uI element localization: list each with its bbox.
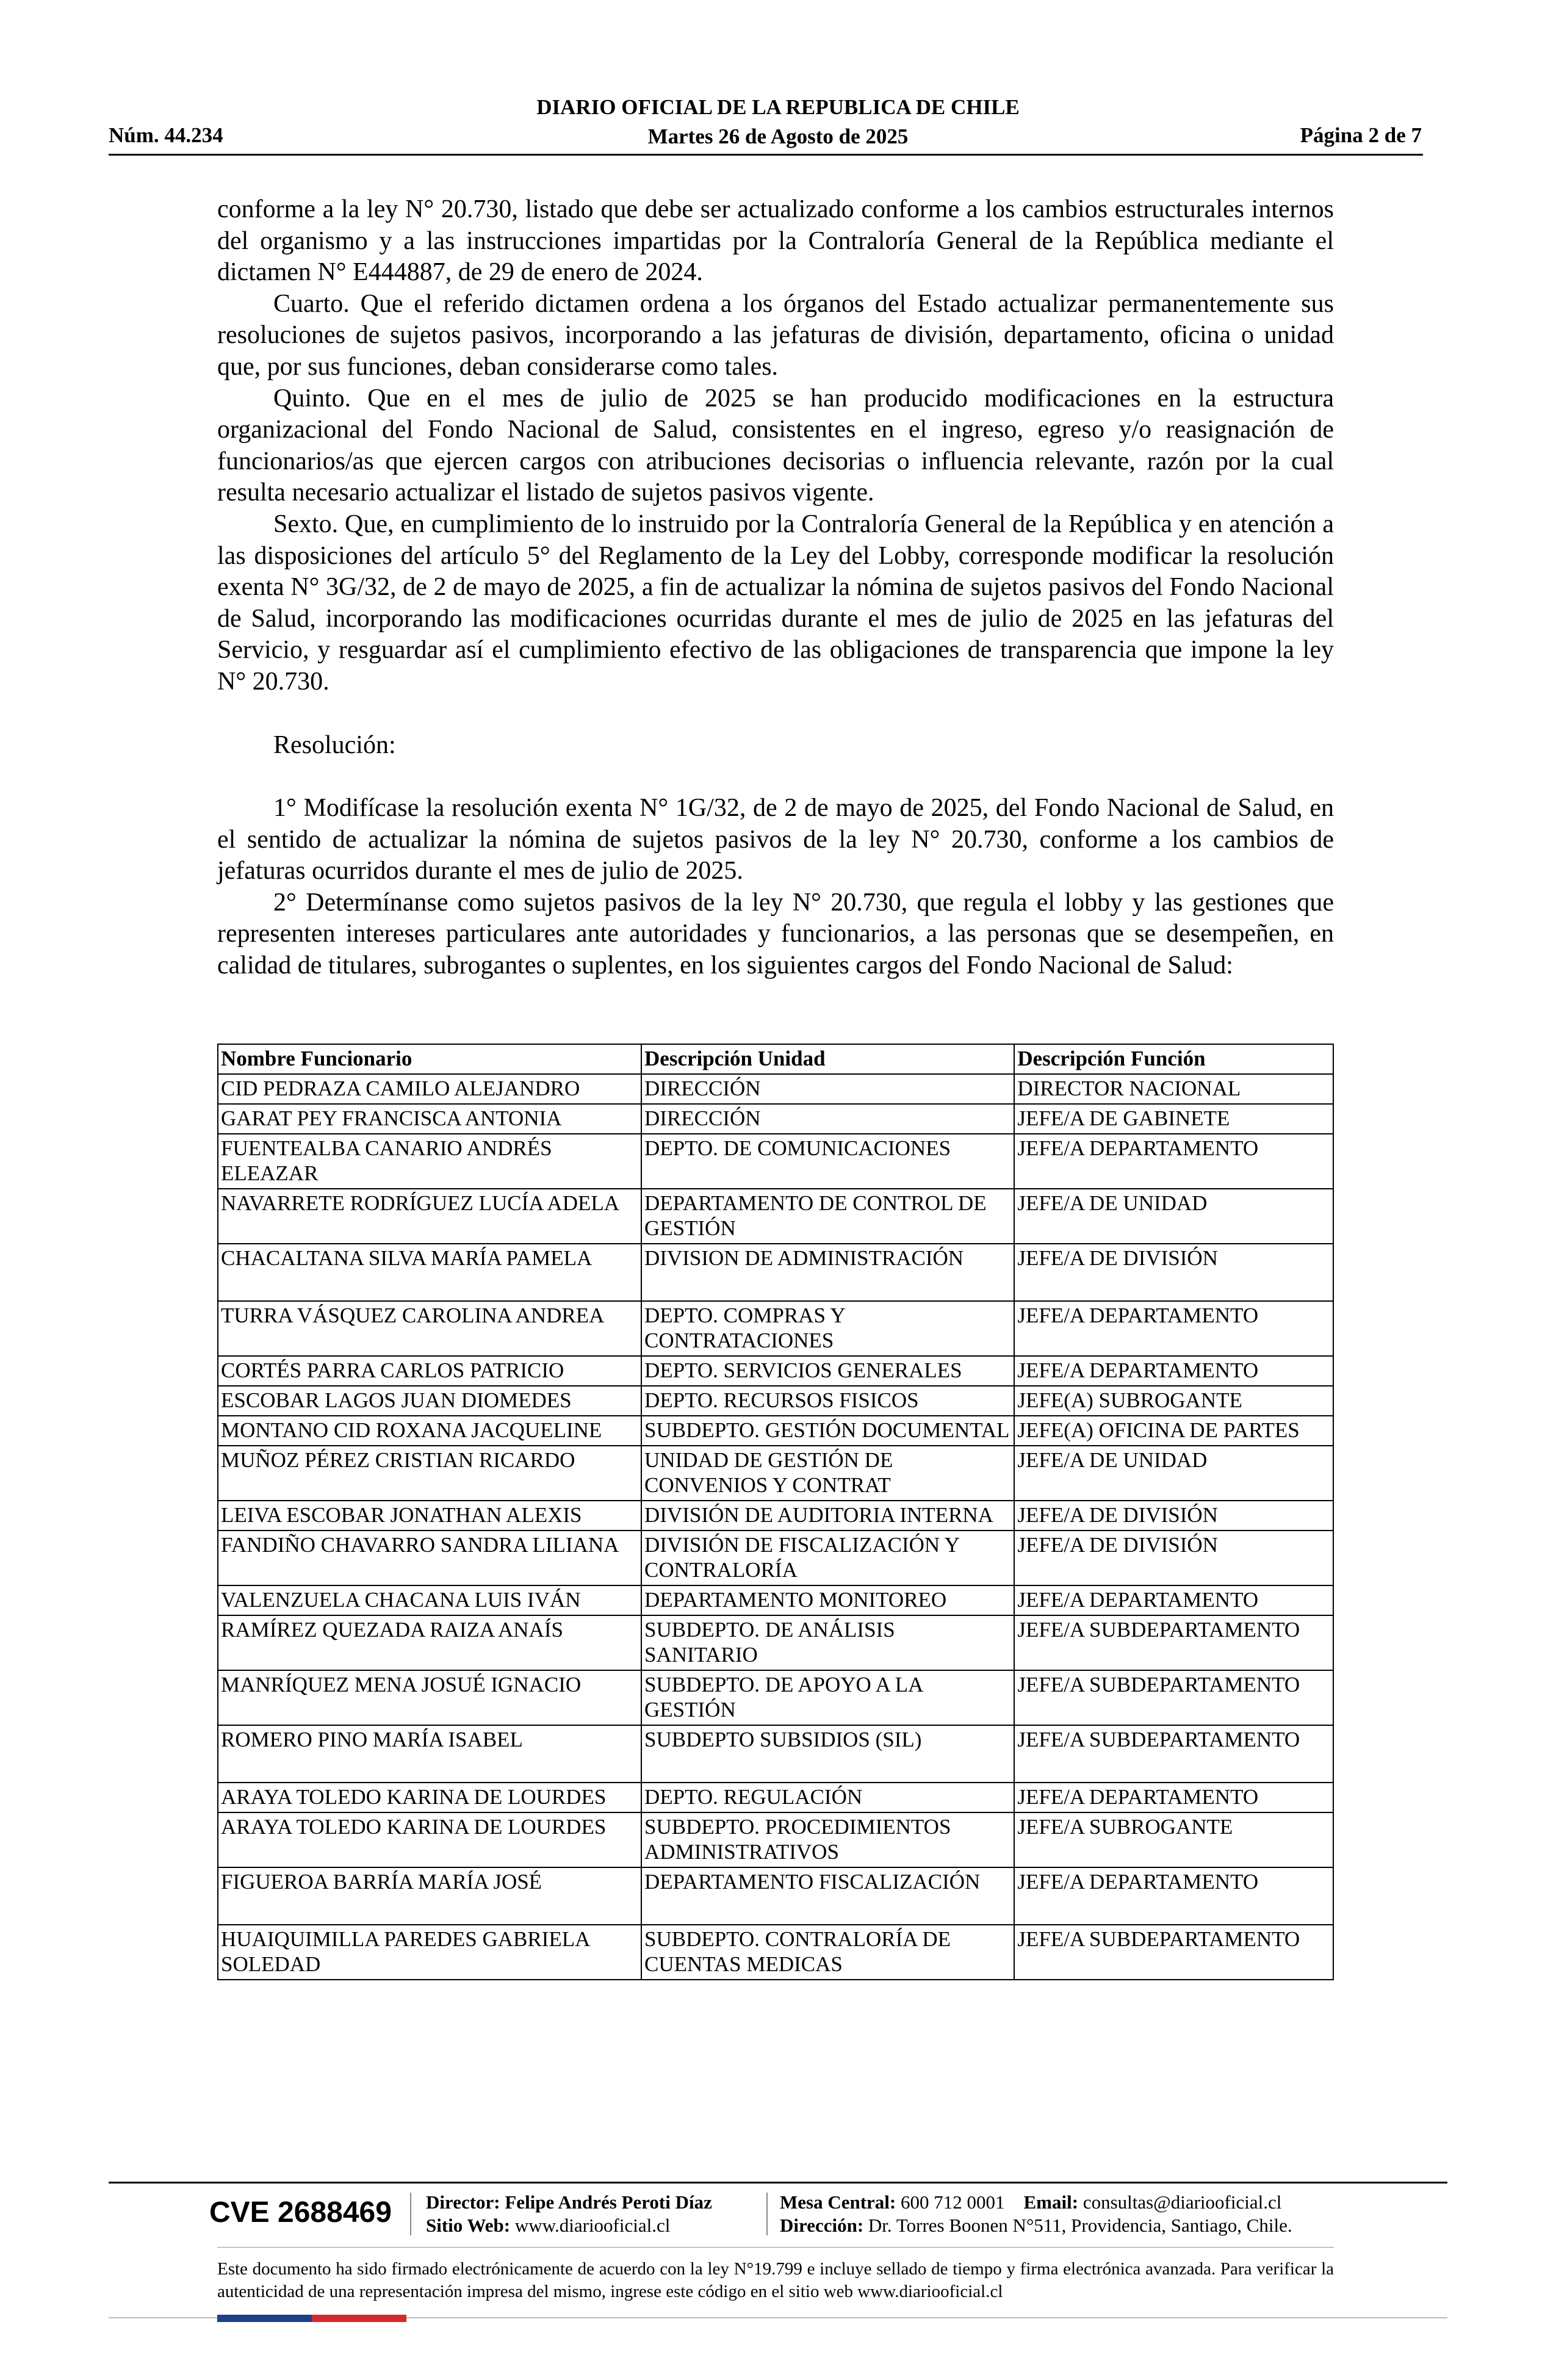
- director-label: Director:: [426, 2191, 500, 2213]
- resolution-item-2: 2° Determínanse como sujetos pasivos de la ley N° 20.730, que regula el lobby y las gestiones que representen intereses particulares ante autoridades y funcionarios, a las personas que se desempeñen, en calidad de titulares, subrogantes o suplentes, en los siguientes cargos del Fondo Nacional de Salud:: [217, 888, 1334, 980]
- cell-unit: SUBDEPTO. DE APOYO A LA GESTIÓN: [641, 1670, 1014, 1725]
- paragraph-continued: conforme a la ley N° 20.730, listado que debe ser actualizado conforme a los cambios estructurales internos del organismo y a las instrucciones impartidas por la Contraloría General de la República mediante el dictamen N° E444887, de 29 de enero de 2024.: [217, 195, 1334, 287]
- table-row: [218, 1189, 1333, 1244]
- cell-name: ARAYA TOLEDO KARINA DE LOURDES: [218, 1783, 641, 1812]
- table-row: [218, 1925, 1333, 1980]
- cell-name: CHACALTANA SILVA MARÍA PAMELA: [218, 1244, 641, 1301]
- cell-name: FIGUEROA BARRÍA MARÍA JOSÉ: [218, 1867, 641, 1925]
- cell-unit: DEPTO. REGULACIÓN: [641, 1783, 1014, 1812]
- cell-name: ROMERO PINO MARÍA ISABEL: [218, 1725, 641, 1783]
- cell-unit: DEPARTAMENTO DE CONTROL DE GESTIÓN: [641, 1189, 1014, 1244]
- cell-unit: UNIDAD DE GESTIÓN DE CONVENIOS Y CONTRAT: [641, 1446, 1014, 1501]
- cell-name: ARAYA TOLEDO KARINA DE LOURDES: [218, 1812, 641, 1867]
- table-row: [218, 1104, 1333, 1134]
- paragraph-sexto: Sexto. Que, en cumplimiento de lo instruido por la Contraloría General de la República y en atención a las disposiciones del artículo 5° del Reglamento de la Ley del Lobby, corresponde modificar la resolución exenta N° 3G/32, de 2 de mayo de 2025, a fin de actualizar la nómina de sujetos pasivos del Fondo Nacional de Salud, incorporando las modificaciones ocurridas durante el mes de julio de 2025 en las jefaturas del Servicio, y resguardar así el cumplimiento efectivo de las obligaciones de transparencia que impone la ley N° 20.730.: [217, 510, 1334, 696]
- cell-name: ESCOBAR LAGOS JUAN DIOMEDES: [218, 1386, 641, 1416]
- cell-function: JEFE/A DEPARTAMENTO: [1014, 1134, 1333, 1189]
- cell-unit: SUBDEPTO. DE ANÁLISIS SANITARIO: [641, 1615, 1014, 1670]
- column-header-name: Nombre Funcionario: [218, 1044, 641, 1074]
- phone-label: Mesa Central:: [780, 2191, 896, 2213]
- page-indicator: Página 2 de 7: [1300, 123, 1422, 147]
- paragraph-quinto: Quinto. Que en el mes de julio de 2025 se han producido modificaciones en la estructura organizacional del Fondo Nacional de Salud, consistentes en el ingreso, egreso y/o reasignación de funcionarios/as que ejercen cargos con atribuciones decisorias o influencia relevante, razón por la cual resulta necesario actualizar el listado de sujetos pasivos vigente.: [217, 384, 1334, 507]
- officials-table-container: [217, 1044, 1334, 1980]
- cell-function: JEFE/A SUBDEPARTAMENTO: [1014, 1670, 1333, 1725]
- cell-unit: SUBDEPTO. GESTIÓN DOCUMENTAL: [641, 1416, 1014, 1446]
- column-header-unit: Descripción Unidad: [641, 1044, 1014, 1074]
- flag-stripe: [217, 2315, 406, 2322]
- address-text: Dr. Torres Boonen N°511, Providencia, Santiago, Chile.: [868, 2215, 1292, 2236]
- cell-name: FUENTEALBA CANARIO ANDRÉS ELEAZAR: [218, 1134, 641, 1189]
- table-row: [218, 1585, 1333, 1615]
- table-row: [218, 1615, 1333, 1670]
- cell-function: JEFE/A DEPARTAMENTO: [1014, 1585, 1333, 1615]
- cell-name: CORTÉS PARRA CARLOS PATRICIO: [218, 1356, 641, 1386]
- cell-name: LEIVA ESCOBAR JONATHAN ALEXIS: [218, 1501, 641, 1531]
- cell-name: FANDIÑO CHAVARRO SANDRA LILIANA: [218, 1531, 641, 1585]
- cell-unit: DIVISIÓN DE AUDITORIA INTERNA: [641, 1501, 1014, 1531]
- table-row: [218, 1244, 1333, 1301]
- cell-name: RAMÍREZ QUEZADA RAIZA ANAÍS: [218, 1615, 641, 1670]
- footer-separator: [410, 2193, 411, 2235]
- gazette-title: DIARIO OFICIAL DE LA REPUBLICA DE CHILE: [536, 95, 1020, 119]
- footer-contact-block: [780, 2191, 1292, 2237]
- footer-separator: [766, 2193, 768, 2235]
- table-row: [218, 1501, 1333, 1531]
- website-link[interactable]: www.diariooficial.cl: [514, 2215, 671, 2236]
- cell-unit: DEPTO. SERVICIOS GENERALES: [641, 1356, 1014, 1386]
- cell-function: JEFE/A DE DIVISIÓN: [1014, 1244, 1333, 1301]
- cell-unit: DEPTO. RECURSOS FISICOS: [641, 1386, 1014, 1416]
- cell-function: JEFE/A DE GABINETE: [1014, 1104, 1333, 1134]
- cell-name: MANRÍQUEZ MENA JOSUÉ IGNACIO: [218, 1670, 641, 1725]
- cell-unit: SUBDEPTO SUBSIDIOS (SIL): [641, 1725, 1014, 1783]
- cell-function: JEFE/A SUBDEPARTAMENTO: [1014, 1725, 1333, 1783]
- table-header-row: [218, 1044, 1333, 1074]
- signature-notice: Este documento ha sido firmado electrónicamente de acuerdo con la ley N°19.799 e incluye sellado de tiempo y firma electrónica avanzada. Para verificar la autenticidad de una representación impresa del mismo, ingrese este código en el sitio web www.diariooficial.cl: [217, 2259, 1334, 2301]
- cve-code: CVE 2688469: [209, 2196, 392, 2229]
- column-header-function: Descripción Función: [1014, 1044, 1333, 1074]
- flag-red-segment: [312, 2315, 406, 2322]
- table-row: [218, 1446, 1333, 1501]
- table-row: [218, 1416, 1333, 1446]
- table-row: [218, 1386, 1333, 1416]
- cell-function: JEFE/A DEPARTAMENTO: [1014, 1301, 1333, 1356]
- cell-unit: DIVISION DE ADMINISTRACIÓN: [641, 1244, 1014, 1301]
- cell-unit: DIRECCIÓN: [641, 1104, 1014, 1134]
- cell-function: JEFE/A SUBROGANTE: [1014, 1812, 1333, 1867]
- table-row: [218, 1867, 1333, 1925]
- table-row: [218, 1783, 1333, 1812]
- table-row: [218, 1670, 1333, 1725]
- cell-unit: DEPTO. COMPRAS Y CONTRATACIONES: [641, 1301, 1014, 1356]
- cell-function: JEFE/A DE UNIDAD: [1014, 1446, 1333, 1501]
- cell-unit: DEPTO. DE COMUNICACIONES: [641, 1134, 1014, 1189]
- footer-divider-top: [109, 2182, 1447, 2183]
- table-row: [218, 1301, 1333, 1356]
- flag-blue-segment: [217, 2315, 312, 2322]
- table-row: [218, 1074, 1333, 1104]
- email-label: Email:: [1023, 2191, 1079, 2213]
- phone-number: 600 712 0001: [901, 2191, 1005, 2213]
- resolution-heading: Resolución:: [273, 730, 396, 759]
- cell-function: JEFE(A) SUBROGANTE: [1014, 1386, 1333, 1416]
- header-divider: [109, 154, 1423, 156]
- cell-function: JEFE/A DE DIVISIÓN: [1014, 1501, 1333, 1531]
- paragraph-cuarto: Cuarto. Que el referido dictamen ordena a los órganos del Estado actualizar permanentemente sus resoluciones de sujetos pasivos, incorporando a las jefaturas de división, departamento, oficina o unidad que, por sus funciones, deban considerarse como tales.: [217, 289, 1334, 381]
- cell-function: JEFE/A SUBDEPARTAMENTO: [1014, 1925, 1333, 1980]
- cell-function: JEFE/A DEPARTAMENTO: [1014, 1783, 1333, 1812]
- cell-name: NAVARRETE RODRÍGUEZ LUCÍA ADELA: [218, 1189, 641, 1244]
- cell-name: MUÑOZ PÉREZ CRISTIAN RICARDO: [218, 1446, 641, 1501]
- footer-director-block: [426, 2191, 712, 2237]
- website-label: Sitio Web:: [426, 2215, 511, 2236]
- cell-unit: SUBDEPTO. CONTRALORÍA DE CUENTAS MEDICAS: [641, 1925, 1014, 1980]
- table-row: [218, 1531, 1333, 1585]
- cell-function: JEFE/A DE UNIDAD: [1014, 1189, 1333, 1244]
- email-link[interactable]: consultas@diariooficial.cl: [1082, 2191, 1282, 2213]
- cell-function: JEFE/A SUBDEPARTAMENTO: [1014, 1615, 1333, 1670]
- officials-table: [217, 1044, 1334, 1980]
- issue-date: Martes 26 de Agosto de 2025: [647, 124, 909, 148]
- address-label: Dirección:: [780, 2215, 864, 2236]
- issue-number: Núm. 44.234: [109, 123, 223, 147]
- resolution-item-1: 1° Modifícase la resolución exenta N° 1G/32, de 2 de mayo de 2025, del Fondo Nacional de Salud, en el sentido de actualizar la nómina de sujetos pasivos de la ley N° 20.730, conforme a los cambios de jefaturas ocurridos durante el mes de julio de 2025.: [217, 794, 1334, 885]
- cell-unit: SUBDEPTO. PROCEDIMIENTOS ADMINISTRATIVOS: [641, 1812, 1014, 1867]
- cell-name: GARAT PEY FRANCISCA ANTONIA: [218, 1104, 641, 1134]
- director-name: Felipe Andrés Peroti Díaz: [505, 2191, 712, 2213]
- cell-name: MONTANO CID ROXANA JACQUELINE: [218, 1416, 641, 1446]
- cell-name: VALENZUELA CHACANA LUIS IVÁN: [218, 1585, 641, 1615]
- cell-function: JEFE/A DE DIVISIÓN: [1014, 1531, 1333, 1585]
- cell-function: JEFE/A DEPARTAMENTO: [1014, 1867, 1333, 1925]
- table-row: [218, 1725, 1333, 1783]
- cell-unit: DIRECCIÓN: [641, 1074, 1014, 1104]
- cell-name: TURRA VÁSQUEZ CAROLINA ANDREA: [218, 1301, 641, 1356]
- document-body: [217, 194, 1334, 982]
- table-row: [218, 1812, 1333, 1867]
- table-row: [218, 1356, 1333, 1386]
- cell-name: HUAIQUIMILLA PAREDES GABRIELA SOLEDAD: [218, 1925, 641, 1980]
- cell-function: JEFE/A DEPARTAMENTO: [1014, 1356, 1333, 1386]
- cell-name: CID PEDRAZA CAMILO ALEJANDRO: [218, 1074, 641, 1104]
- footer-divider-mid: [217, 2247, 1334, 2248]
- table-row: [218, 1134, 1333, 1189]
- cell-function: JEFE(A) OFICINA DE PARTES: [1014, 1416, 1333, 1446]
- cell-function: DIRECTOR NACIONAL: [1014, 1074, 1333, 1104]
- cell-unit: DIVISIÓN DE FISCALIZACIÓN Y CONTRALORÍA: [641, 1531, 1014, 1585]
- cell-unit: DEPARTAMENTO MONITOREO: [641, 1585, 1014, 1615]
- cell-unit: DEPARTAMENTO FISCALIZACIÓN: [641, 1867, 1014, 1925]
